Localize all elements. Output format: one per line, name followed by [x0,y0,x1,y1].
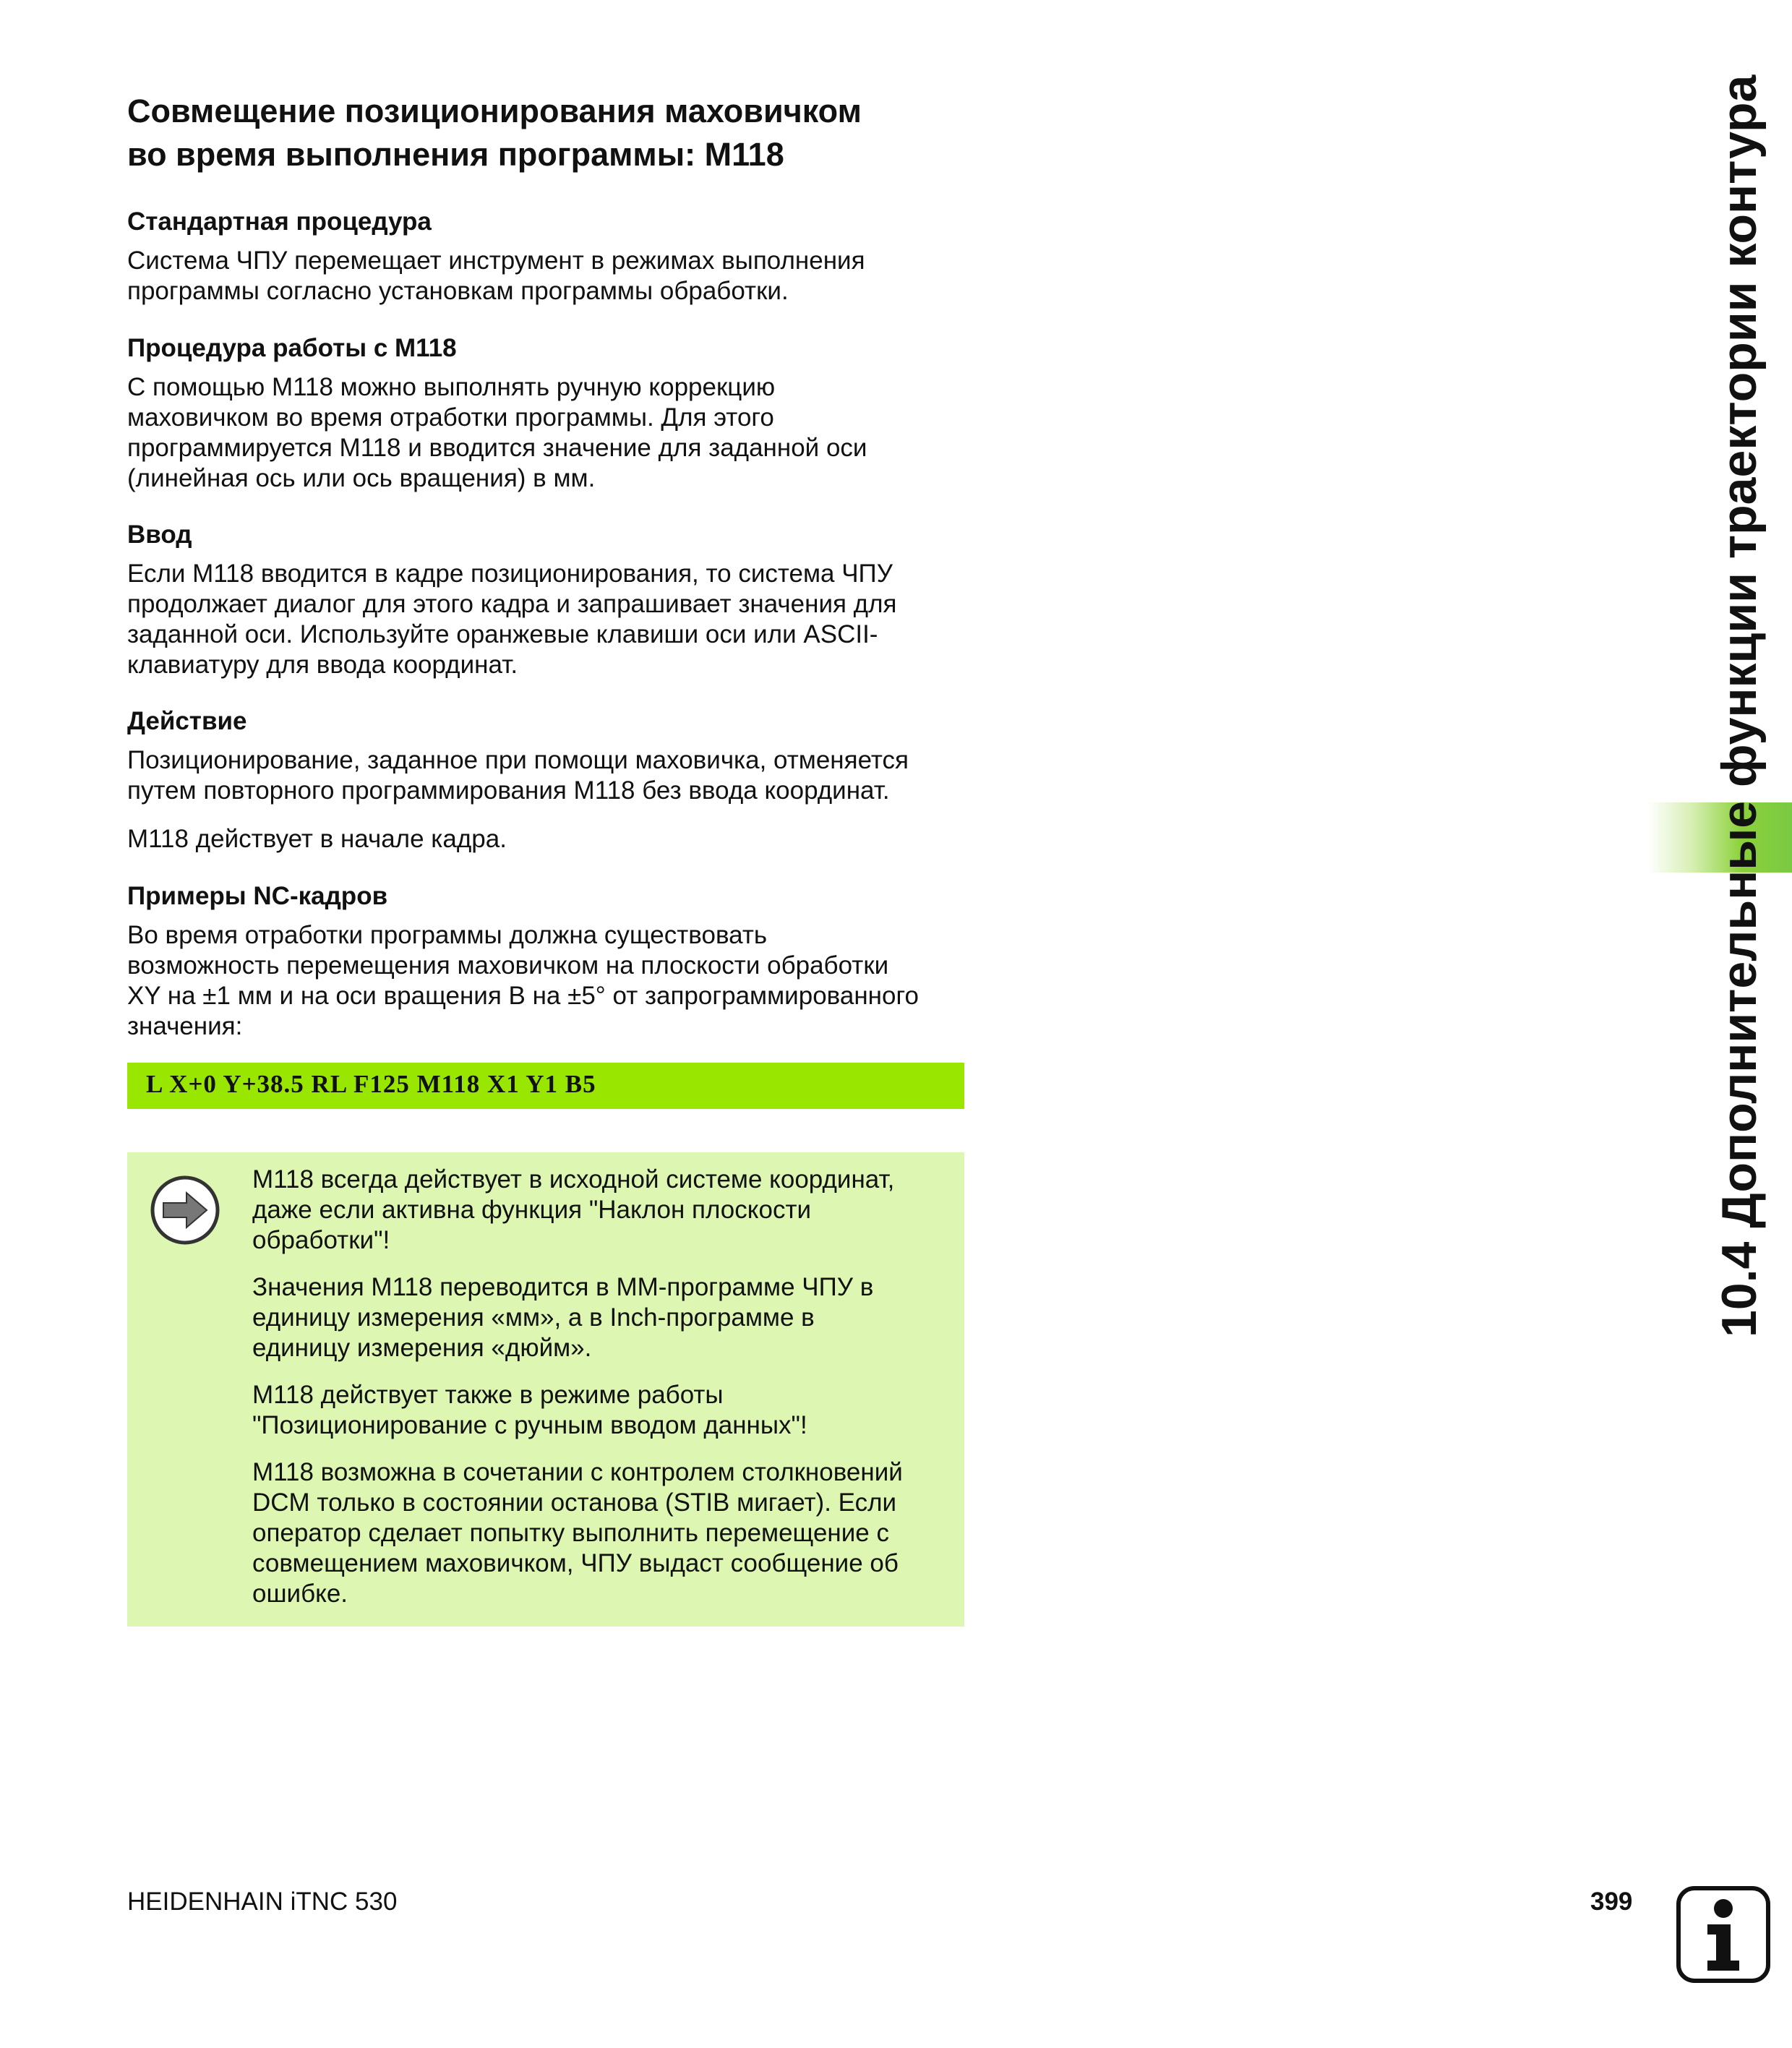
title-line-2: во время выполнения программы: M118 [127,136,784,173]
heading-effect: Действие [127,707,247,735]
heading-m118-procedure: Процедура работы с M118 [127,334,457,362]
vertical-section-title: 10.4 Дополнительные функции траектории контура [1712,74,1767,1337]
paragraph-nc-examples: Во время отработки программы должна существовать возможность перемещения маховичком на плоскости обработки XY на ±1 мм и на оси вращения B на ±5° от запрограммированного значения: [127,921,919,1040]
heading-input: Ввод [127,520,192,549]
paragraph-effect-start: M118 действует в начале кадра. [127,825,507,853]
note-paragraph-4: M118 возможна в сочетании с контролем столкновений DCM только в состоянии останова (STIB мигает). Если оператор сделает попытку выполнить перемещение с совмещением маховичком, ЧПУ выдаст сообщение об ошибке. [252,1458,903,1608]
note-paragraph-1: M118 всегда действует в исходной системе координат, даже если активна функция "Наклон плоскости обработки"! [252,1165,895,1254]
paragraph-input: Если M118 вводится в кадре позиционирования, то система ЧПУ продолжает диалог для этого кадра и запрашивает значения для заданной оси. Используйте оранжевые клавиши оси или ASCII- клавиатуру для ввода координат. [127,560,897,679]
title-line-1: Совмещение позиционирования маховичком [127,93,862,129]
nc-code-block [127,1063,964,1109]
note-box [127,1152,964,1627]
note-paragraph-3: M118 действует также в режиме работы "Позиционирование с ручным вводом данных"! [252,1381,807,1439]
paragraph-effect: Позиционирование, заданное при помощи маховичка, отменяется путем повторного программирования M118 без ввода координат. [127,746,909,805]
footer-product-name: HEIDENHAIN iTNC 530 [127,1888,398,1916]
paragraph-m118-procedure: С помощью M118 можно выполнять ручную коррекцию маховичком во время отработки программы. Для этого программируется M118 и вводится значение для заданной оси (линейная ось или ось вращения) в мм. [127,373,867,492]
heading-standard-procedure: Стандартная процедура [127,207,432,236]
page-number: 399 [1590,1888,1633,1916]
nc-code-text: L X+0 Y+38.5 RL F125 M118 X1 Y1 B5 [146,1070,596,1098]
page-title [127,90,995,176]
arrow-right-icon [149,1174,221,1246]
info-icon [1676,1885,1771,1984]
note-paragraph-2: Значения M118 переводится в MM-программе ЧПУ в единицу измерения «мм», а в Inch-программе в единицу измерения «дюйм». [252,1273,874,1362]
paragraph-standard-procedure: Система ЧПУ перемещает инструмент в режимах выполнения программы согласно установкам программы обработки. [127,247,865,305]
heading-nc-examples: Примеры NC-кадров [127,882,388,910]
